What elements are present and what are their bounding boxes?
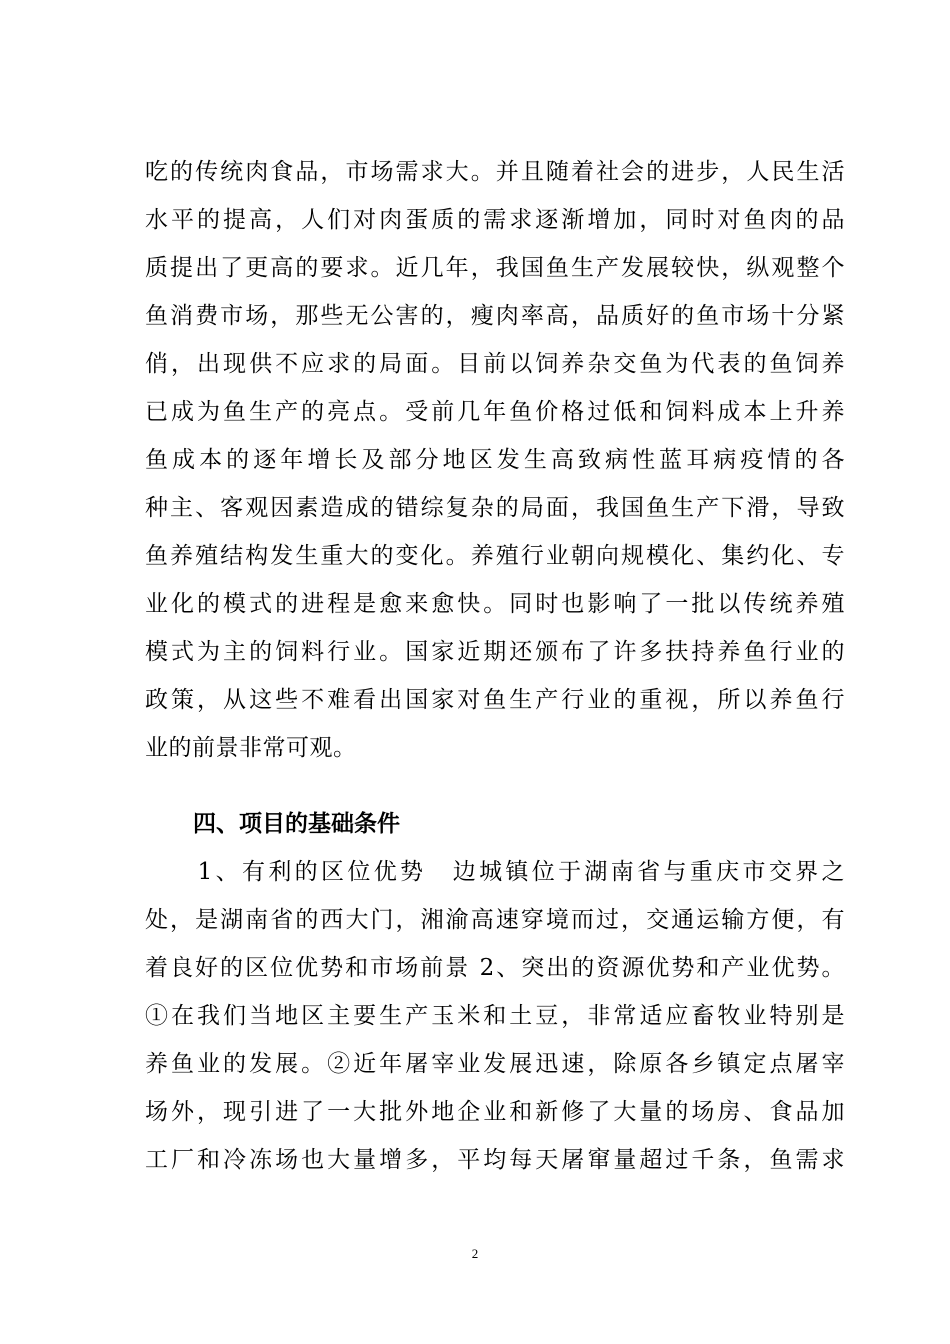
text-line: 鱼成本的逐年增长及部分地区发生高致病性蓝耳病疫情的各: [145, 447, 845, 473]
text-line: 种主、客观因素造成的错综复杂的局面，我国鱼生产下滑，导致: [145, 495, 845, 521]
text-line: 鱼消费市场，那些无公害的，瘦肉率高，品质好的鱼市场十分紧: [145, 303, 845, 329]
text-line: 养鱼业的发展。②近年屠宰业发展迅速，除原各乡镇定点屠宰: [145, 1051, 845, 1077]
text-line: 鱼养殖结构发生重大的变化。养殖行业朝向规模化、集约化、专: [145, 543, 845, 569]
text-line: 吃的传统肉食品，市场需求大。并且随着社会的进步，人民生活: [145, 159, 845, 185]
text-line: 1、有利的区位优势 边城镇位于湖南省与重庆市交界之: [145, 859, 845, 885]
text-line: 业的前景非常可观。: [145, 735, 357, 761]
page-number: 2: [471, 1246, 479, 1261]
text-line: 政策，从这些不难看出国家对鱼生产行业的重视，所以养鱼行: [145, 687, 845, 713]
text-line: ①在我们当地区主要生产玉米和土豆，非常适应畜牧业特别是: [145, 1003, 845, 1029]
text-line: 模式为主的饲料行业。国家近期还颁布了许多扶持养鱼行业的: [145, 639, 845, 665]
text-line: 工厂和冷冻场也大量增多，平均每天屠窜量超过千条，鱼需求: [145, 1147, 845, 1173]
text-line: 处，是湖南省的西大门，湘渝高速穿境而过，交通运输方便，有: [145, 907, 845, 933]
text-line: 水平的提高，人们对肉蛋质的需求逐渐增加，同时对鱼肉的品: [145, 207, 845, 233]
body-paragraph-2: [145, 848, 845, 1184]
text-line: 场外，现引进了一大批外地企业和新修了大量的场房、食品加: [145, 1099, 845, 1125]
text-line: 着良好的区位优势和市场前景 2、突出的资源优势和产业优势。: [145, 955, 845, 981]
text-line: 已成为鱼生产的亮点。受前几年鱼价格过低和饲料成本上升养: [145, 399, 845, 425]
text-line: 俏，出现供不应求的局面。目前以饲养杂交鱼为代表的鱼饲养: [145, 351, 845, 377]
text-line: 质提出了更高的要求。近几年，我国鱼生产发展较快，纵观整个: [145, 255, 845, 281]
text-line: 业化的模式的进程是愈来愈快。同时也影响了一批以传统养殖: [145, 591, 845, 617]
section-heading: 四、项目的基础条件: [193, 811, 400, 837]
body-paragraph-1: [145, 148, 845, 772]
